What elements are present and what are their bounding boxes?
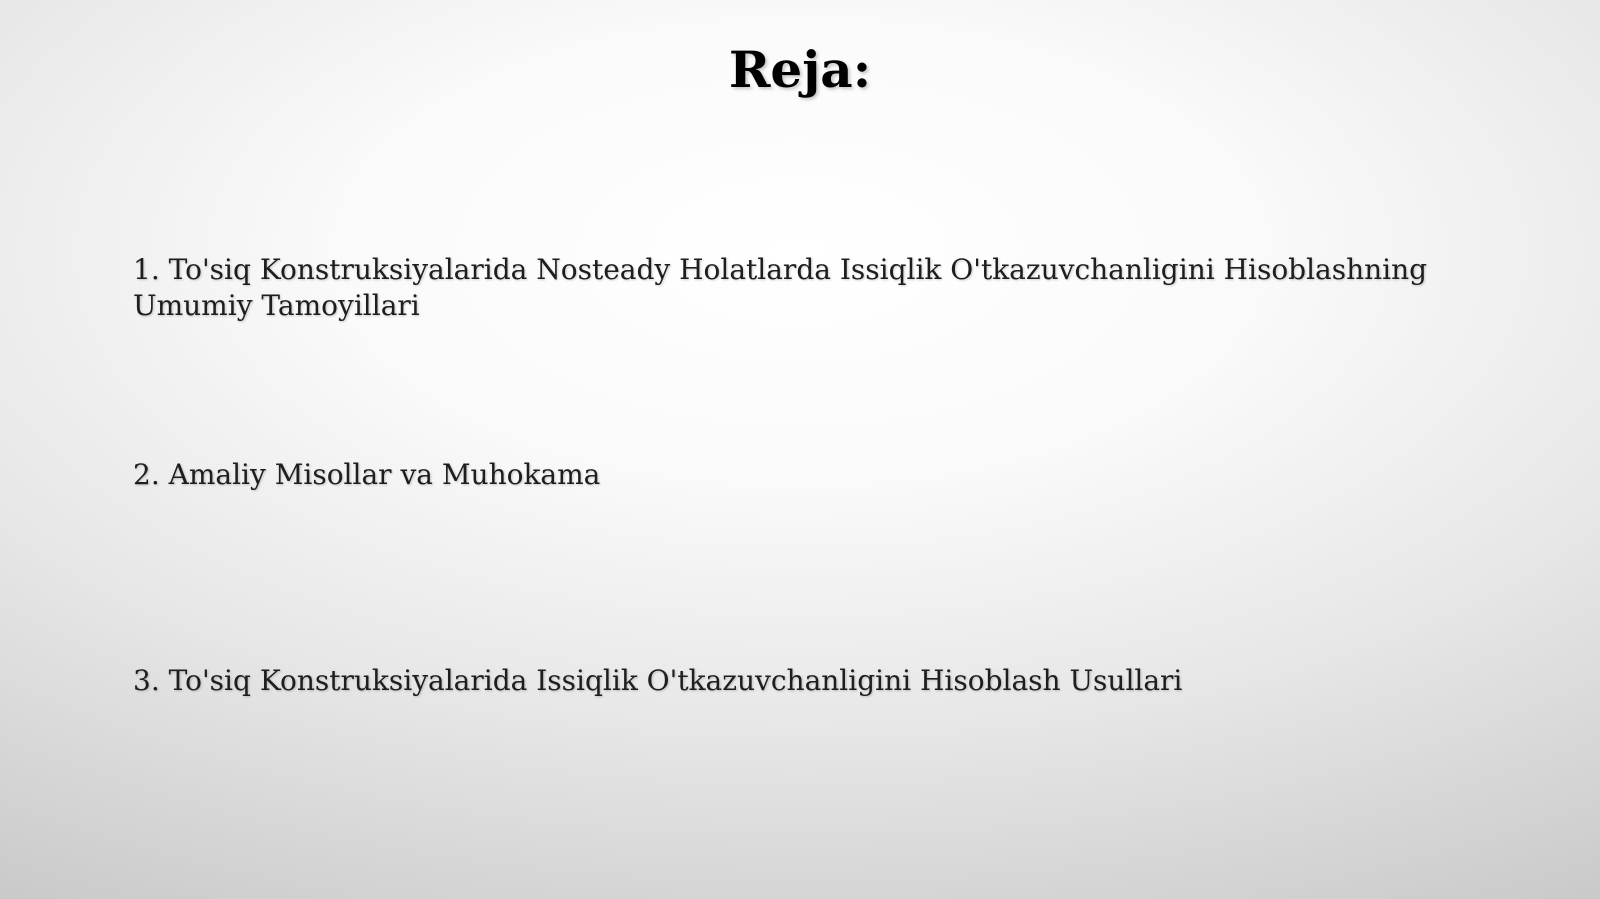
plan-item-2: 2. Amaliy Misollar va Muhokama: [133, 458, 601, 491]
plan-item-1: 1. To'siq Konstruksiyalarida Nosteady Holatlarda Issiqlik O'tkazuvchanligini Hisoblashning Umumiy Tamoyillari: [133, 253, 1428, 322]
plan-item-3: 3. To'siq Konstruksiyalarida Issiqlik O'tkazuvchanligini Hisoblash Usullari: [133, 664, 1183, 697]
slide-title: Reja:: [728, 40, 872, 99]
